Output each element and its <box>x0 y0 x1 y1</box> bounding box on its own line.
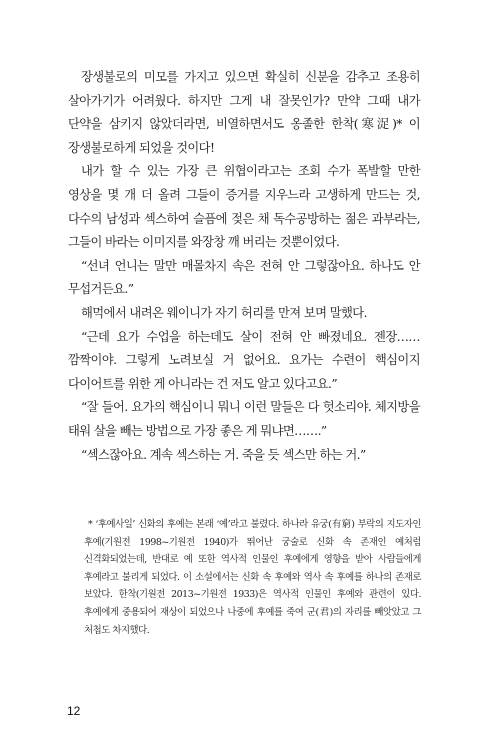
page-number: 12 <box>67 704 81 718</box>
paragraph-4: 해먹에서 내려온 웨이니가 자기 허리를 만져 보며 말했다. <box>81 305 367 320</box>
footnote <box>84 516 421 639</box>
footnote-text: * ‘후예사일’ 신화의 후예는 본래 ‘예’라고 불렸다. 하나라 유궁(有窮) 부락의 지도자인 후예(기원전 1998~기원전 1940)가 뛰어난 궁술로 신화 속 존재인 예처럼 신격화되었는데, 반대로 예 또한 역사적 인물인 후예에게 영향을 받아 사람들에게 후예라고 불리게 되었다. 이 소설에서는 신화 속 후예와 역사 속 후예를 하나의 존재로 보았다. 한착(기원전 2013~기원전 1933)은 역사적 인물인 후예와 관련이 있다. 후예에게 중용되어 재상이 되었으나 나중에 후예를 죽여 군(君)의 자리를 빼앗았고 그 처첩도 차지했다. <box>84 519 421 636</box>
paragraph-3: “선녀 언니는 말만 매몰차지 속은 전혀 안 그렇잖아요. 하나도 안 무섭거든요.” <box>68 258 420 297</box>
paragraph-6: “잘 들어. 요가의 핵심이니 뭐니 이런 말들은 다 헛소리야. 체지방을 태워 살을 빼는 방법으로 가장 좋은 게 뭐냐면…….” <box>68 400 420 438</box>
paragraph-7: “섹스잖아요. 계속 섹스하는 거. 죽을 듯 섹스만 하는 거.” <box>81 447 366 462</box>
paragraph-1: 장생불로의 미모를 가지고 있으면 확실히 신분을 감추고 조용히 살아가기가 어려웠다. 하지만 그게 내 잘못인가? 만약 그때 내가 단약을 삼키지 않았더라면, 비열하면서도 옹졸한 한착(寒浞)* 이 장생불로하게 되었을 것이다! <box>68 70 420 155</box>
paragraph-2: 내가 할 수 있는 가장 큰 위협이라고는 조회 수가 폭발할 만한 영상을 몇 개 더 올려 그들이 증거를 지우느라 고생하게 만드는 것, 다수의 남성과 섹스하여 슬픔에 젖은 채 독수공방하는 젊은 과부라는, 그들이 바라는 이미지를 와장창 깨 버리는 것뿐이었다. <box>68 164 420 250</box>
body-text <box>68 66 420 467</box>
paragraph-5: “근데 요가 수업을 하는데도 살이 전혀 안 빠졌네요. 젠장…… 깜짝이야. 그렇게 노려보실 거 없어요. 요가는 수련이 핵심이지 다이어트를 위한 게 아니라는 건 저도 알고 있다고요.” <box>68 329 420 391</box>
